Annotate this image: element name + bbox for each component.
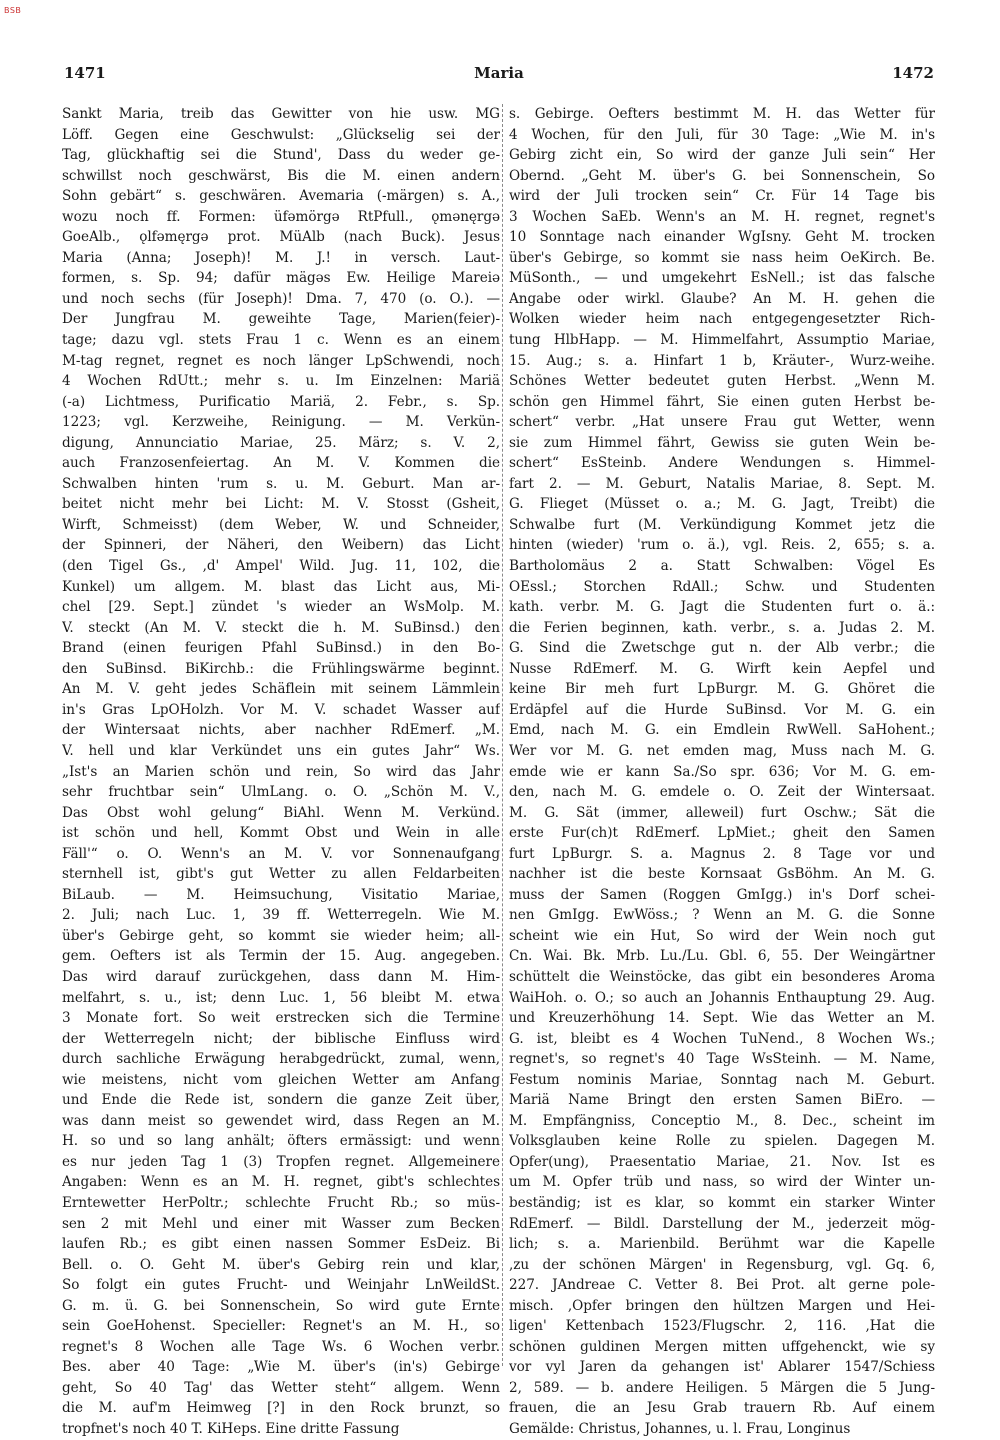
- right-column-text-line: über's Gebirge, so kommt sie nass heim OeKirch. Be.: [509, 249, 935, 266]
- left-column-text-line: Brand (einen feurigen Pfahl SuBinsd.) in den Bo-: [62, 640, 500, 657]
- left-column-text-line: und noch sechs (für Joseph)! Dma. 7, 470 (o. O.). —: [62, 290, 500, 307]
- left-column-text-line: ist schön und hell, Kommt Obst und Wein in alle: [62, 825, 500, 842]
- right-column-text-line: scheint wie ein Hut, So wird der Wein noch gut: [509, 927, 935, 944]
- left-column-text-line: Sohn gebärt“ s. geschwären. Avemaria (-märgen) s. A.,: [62, 188, 500, 205]
- right-column-text-line: regnet's, so regnet's 40 Tage WsSteinh. — M. Name,: [509, 1051, 935, 1068]
- left-column: [62, 104, 500, 1440]
- right-column-text-line: G. ist, bleibt es 4 Wochen TuNend., 8 Wochen Ws.;: [509, 1030, 935, 1047]
- right-column-text-line: Bartholomäus 2 a. Statt Schwalben: Vögel Es: [509, 558, 935, 575]
- right-column-text-line: 3 Wochen SaEb. Wenn's an M. H. regnet, regnet's: [509, 208, 935, 225]
- left-column-text-line: wozu noch ff. Formen: üfəmörgə RtPfull., ǫmənęrgə: [62, 208, 500, 225]
- right-column-text-line: Angabe oder wirkl. Glaube? An M. H. gehen die: [509, 290, 935, 307]
- left-column-text-line: Das Obst wohl gelung“ BiAhl. Wenn M. Verkünd.: [62, 804, 500, 821]
- right-column-text-line: Schwalbe furt (M. Verkündigung Kommet jetz die: [509, 516, 935, 533]
- right-column-text-line: Wer vor M. G. net emden mag, Muss nach M. G.: [509, 742, 935, 759]
- left-column-text-line: digung, Annunciatio Mariae, 25. März; s. V. 2,: [62, 434, 500, 451]
- left-column-text-line: V. hell und klar Verkündet uns ein gutes Jahr“ Ws.: [62, 742, 500, 759]
- left-column-text-line: in's Gras LpOHolzh. Vor M. V. schadet Wasser auf: [62, 701, 500, 718]
- right-column-text-line: Mariä Name Bringt den ersten Samen BiEro. —: [509, 1092, 935, 1109]
- right-column-text-line: misch. ,Opfer bringen den hültzen Margen und Hei-: [509, 1297, 935, 1314]
- right-column-text-line: Festum nominis Mariae, Sonntag nach M. Geburt.: [509, 1071, 935, 1088]
- library-stamp: BSB: [4, 6, 22, 15]
- left-column-text-line: sehr fruchtbar sein“ UlmLang. o. O. „Schön M. V.,: [62, 784, 500, 801]
- right-column-text-line: 15. Aug.; s. a. Hinfart 1 b, Kräuter-, Wurz-weihe.: [509, 352, 935, 369]
- left-column-text-line: laufen Rb.; es gibt einen nassen Sommer EsDeiz. Bi: [62, 1236, 500, 1253]
- left-column-text-line: Das wird darauf zurückgehen, dass dann M. Him-: [62, 968, 500, 985]
- right-column-text-line: Wolken wieder heim nach entgegengesetzter Rich-: [509, 311, 935, 328]
- left-column-text-line: BiLaub. — M. Heimsuchung, Visitatio Mariae,: [62, 886, 500, 903]
- left-column-text-line: G. m. ü. G. bei Sonnenschein, So wird gute Ernte: [62, 1297, 500, 1314]
- left-column-text-line: und Ende die Rede ist, sondern die ganze Zeit über,: [62, 1092, 500, 1109]
- right-column-text-line: schüttelt die Weinstöcke, das gibt ein besonderes Aroma: [509, 968, 935, 985]
- left-column-text-line: Erntewetter HerPoltr.; schlechte Frucht Rb.; so müs-: [62, 1194, 500, 1211]
- right-column: [509, 104, 935, 1440]
- left-column-text-line: auch Franzosenfeiertag. An M. V. Kommen die: [62, 455, 500, 472]
- left-column-text-line: beitet nicht mehr bei Licht: M. V. Stosst (Gsheit,: [62, 496, 500, 513]
- left-column-text-line: An M. V. geht jedes Schäflein mit seinem Lämmlein: [62, 681, 500, 698]
- left-column-text-line: GoeAlb., ǫlfəmęrgə prot. MüAlb (nach Buck). Jesus: [62, 229, 500, 246]
- right-column-text-line: G. Sind die Zwetschge gut n. der Alb verbr.; die: [509, 640, 935, 657]
- left-column-text-line: V. steckt (An M. V. steckt die h. M. SuBinsd.) den: [62, 619, 500, 636]
- right-column-text-line: Erdäpfel auf die Hurde SuBinsd. Vor M. G. ein: [509, 701, 935, 718]
- column-divider: [502, 104, 504, 1366]
- right-column-text-line: muss der Samen (Roggen GmIgg.) in's Dorf schei-: [509, 886, 935, 903]
- right-column-text-line: emde wie er kann Sa./So spr. 636; Vor M. G. em-: [509, 763, 935, 780]
- right-column-text-line: s. Gebirge. Oefters bestimmt M. H. das Wetter für: [509, 106, 935, 122]
- left-column-text-line: über's Gebirge geht, so kommt sie wieder heim; all-: [62, 927, 500, 944]
- left-column-text-line: durch sachliche Erwägung herabgedrückt, zumal, wenn,: [62, 1051, 500, 1068]
- left-column-text-line: der Wetterregeln nicht; der biblische Einfluss wird: [62, 1030, 500, 1047]
- right-column-text-line: schönen guldinen Mergen mitten uffgehenckt, wie sy: [509, 1338, 935, 1355]
- right-column-text-line: ,zu der schönen Märgen' in Regensburg, vgl. Gq. 6,: [509, 1256, 935, 1273]
- right-column-text-line: die Ferien beginnen, kath. verbr., s. a. Judas 2. M.: [509, 619, 935, 636]
- left-column-text-line: was dann meist so gewendet wird, dass Regen an M.: [62, 1112, 500, 1129]
- right-column-text-line: WaiHoh. o. O.; so auch an Johannis Enthauptung 29. Aug.: [509, 989, 935, 1006]
- right-column-text-line: erste Fur(ch)t RdEmerf. LpMiet.; gheit den Samen: [509, 825, 935, 842]
- right-column-text-line: ligen' Kettenbach 1523/Flugschr. 2, 116. ,Hat die: [509, 1318, 935, 1335]
- right-column-text-line: vor vyl Jaren da gehangen ist' Ablarer 1547/Schiess: [509, 1359, 935, 1376]
- right-column-text-line: RdEmerf. — Bildl. Darstellung der M., jederzeit mög-: [509, 1215, 935, 1232]
- left-column-text-line: die M. auf'm Heimweg [?] in den Rock brunzt, so: [62, 1400, 500, 1417]
- left-column-text-line: Der Jungfrau M. geweihte Tage, Marien(feier)-: [62, 311, 500, 328]
- left-column-text-line: (-a) Lichtmess, Purificatio Mariä, 2. Febr., s. Sp.: [62, 393, 500, 410]
- right-column-text-line: Schönes Wetter bedeutet guten Herbst. „Wenn M.: [509, 373, 935, 390]
- left-column-text-line: gem. Oefters ist als Termin der 15. Aug. angegeben.: [62, 948, 500, 965]
- left-column-text-line: Löff. Gegen eine Geschwulst: „Glückselig sei der: [62, 126, 500, 143]
- right-column-text-line: sie zum Himmel fährt, Gewiss sie guten Wein be-: [509, 434, 935, 451]
- left-column-text-line: 2. Juli; nach Luc. 1, 39 ff. Wetterregeln. Wie M.: [62, 907, 500, 924]
- left-column-text-line: sternhell ist, gibt's gut Wetter zu allen Feldarbeiten: [62, 866, 500, 883]
- running-title: Maria: [474, 64, 524, 82]
- left-column-text-line: Bes. aber 40 Tage: „Wie M. über's (in's) Gebirge: [62, 1359, 500, 1376]
- right-column-text-line: Volksglauben keine Rolle zu spielen. Dagegen M.: [509, 1133, 935, 1150]
- right-page-number: 1472: [892, 64, 934, 82]
- right-column-text-line: Cn. Wai. Bk. Mrb. Lu./Lu. Gbl. 6, 55. Der Weingärtner: [509, 948, 935, 965]
- left-column-text-line: (den Tigel Gs., ,d' Ampel' Wild. Jug. 11, 102, die: [62, 558, 500, 575]
- right-column-text-line: kath. verbr. M. G. Jagt die Studenten furt o. ä.:: [509, 599, 935, 616]
- left-column-text-line: regnet's 8 Wochen alle Tage Ws. 6 Wochen verbr.: [62, 1338, 500, 1355]
- right-column-text-line: tung HlbHapp. — M. Himmelfahrt, Assumptio Mariae,: [509, 332, 935, 349]
- left-column-text-line: wie meistens, nicht vom gleichen Wetter am Anfang: [62, 1071, 500, 1088]
- right-column-text-line: frauen, die an Jesu Grab trauern Rb. Auf einem: [509, 1400, 935, 1417]
- left-column-text-line: 4 Wochen RdUtt.; mehr s. u. Im Einzelnen: Mariä: [62, 373, 500, 390]
- left-column-text-line: tage; dazu vgl. stets Frau 1 c. Wenn es an einem: [62, 332, 500, 349]
- right-column-text-line: wird der Juli trocken sein“ Cr. Für 14 Tage bis: [509, 188, 935, 205]
- right-column-text-line: M. Empfängniss, Conceptio M., 8. Dec., scheint im: [509, 1112, 935, 1129]
- right-column-text-line: Opfer(ung), Praesentatio Mariae, 21. Nov. Ist es: [509, 1153, 935, 1170]
- right-column-text-line: Gebirg zicht ein, So wird der ganze Juli sein“ Her: [509, 147, 935, 164]
- left-column-text-line: Fäll'“ o. O. Wenn's an M. V. vor Sonnenaufgang: [62, 845, 500, 862]
- left-column-text-line: geht, So 40 Tag' das Wetter steht“ allgem. Wenn: [62, 1379, 500, 1396]
- left-column-text-line: Maria (Anna; Joseph)! M. J.! in versch. Laut-: [62, 249, 500, 266]
- left-column-text-line: der Wintersaat nichts, aber nachher RdEmerf. „M.: [62, 722, 500, 739]
- page-header: [64, 64, 934, 86]
- left-column-text-line: Wirft, Schmeisst) (dem Weber, W. und Schneider,: [62, 516, 500, 533]
- left-column-text-line: melfahrt, s. u., ist; denn Luc. 1, 56 bleibt M. etwa: [62, 989, 500, 1006]
- right-column-text-line: schön gen Himmel fährt, Sie einen guten Herbst be-: [509, 393, 935, 410]
- right-column-text-line: Nusse RdEmerf. M. G. Wirft kein Aepfel und: [509, 660, 935, 677]
- right-column-text-line: M. G. Sät (immer, alleweil) furt Oschw.; Sät die: [509, 804, 935, 821]
- left-column-text-line: sein GoeHohenst. Specieller: Regnet's an M. H., so: [62, 1318, 500, 1335]
- left-column-text-line: M-tag regnet, regnet es noch länger LpSchwendi, noch: [62, 352, 500, 369]
- right-column-text-line: schert“ verbr. „Hat unsere Frau gut Wetter, wenn: [509, 414, 935, 431]
- left-column-text-line: schwillst noch geschwärst, Bis die M. einen andern: [62, 167, 500, 184]
- right-column-text-line: um M. Opfer trüb und nass, so wird der Winter un-: [509, 1174, 935, 1191]
- right-column-text-line: hinten (wieder) 'rum o. ä.), vgl. Reis. 2, 655; s. a.: [509, 537, 935, 554]
- right-column-text-line: furt LpBurgr. S. a. Magnus 2. 8 Tage vor und: [509, 845, 935, 862]
- right-column-text-line: nachher ist die beste Kornsaat GsBöhm. An M. G.: [509, 866, 935, 883]
- left-column-text-line: „Ist's an Marien schön und rein, So wird das Jahr: [62, 763, 500, 780]
- left-column-text-line: Kunkel) um allgem. M. blast das Licht aus, Mi-: [62, 578, 500, 595]
- right-column-text-line: fart 2. — M. Geburt, Natalis Mariae, 8. Sept. M.: [509, 475, 935, 492]
- right-column-text-line: 2, 589. — b. andere Heiligen. 5 Märgen die 5 Jung-: [509, 1379, 935, 1396]
- left-column-text-line: H. so und so lang anhält; öfters ermässigt: und wenn: [62, 1133, 500, 1150]
- left-column-text-line: der Spinneri, der Näheri, den Weibern) das Licht: [62, 537, 500, 554]
- right-column-text-line: schert“ EsSteinb. Andere Wendungen s. Himmel-: [509, 455, 935, 472]
- right-column-text-line: den, nach M. G. emdele o. O. Zeit der Wintersaat.: [509, 784, 935, 801]
- right-column-text-line: 227. JAndreae C. Vetter 8. Bei Prot. alt gerne pole-: [509, 1277, 935, 1294]
- left-page-number: 1471: [64, 64, 106, 82]
- right-column-text-line: nen GmIgg. EwWöss.; ? Wenn an M. G. die Sonne: [509, 907, 935, 924]
- right-column-text-line: Gemälde: Christus, Johannes, u. l. Frau, Longinus: [509, 1421, 851, 1437]
- right-column-text-line: Obernd. „Geht M. über's G. bei Sonnenschein, So: [509, 167, 935, 184]
- left-column-text-line: Tag, glückhaftig sei die Stund', Dass du weder ge-: [62, 147, 500, 164]
- left-column-text-line: So folgt ein gutes Frucht- und Weinjahr LnWeildSt.: [62, 1277, 500, 1294]
- right-column-text-line: Emd, nach M. G. ein Emdlein RwWell. SaHohent.;: [509, 722, 935, 739]
- left-column-text-line: sen 2 mit Mehl und einer mit Wasser zum Becken: [62, 1215, 500, 1232]
- left-column-text-line: tropfnet's noch 40 T. KiHeps. Eine dritte Fassung: [62, 1421, 400, 1437]
- left-column-text-line: es nur jeden Tag 1 (3) Tropfen regnet. Allgemeinere: [62, 1153, 500, 1170]
- right-column-text-line: G. Flieget (Müsset o. a.; M. G. Jagt, Treibt) die: [509, 496, 935, 513]
- right-column-text-line: 10 Sonntage nach einander WgIsny. Geht M. trocken: [509, 229, 935, 246]
- left-column-text-line: formen, s. Sp. 94; dafür mägəs Ew. Heilige Mareiə: [62, 270, 500, 287]
- right-column-text-line: und Kreuzerhöhung 14. Sept. Wie das Wetter an M.: [509, 1010, 935, 1027]
- left-column-text-line: Schwalben hinten 'rum s. u. M. Geburt. Man ar-: [62, 475, 500, 492]
- right-column-text-line: lich; s. a. Marienbild. Berühmt war die Kapelle: [509, 1236, 935, 1253]
- left-column-text-line: 3 Monate fort. So weit erstrecken sich die Termine: [62, 1010, 500, 1027]
- right-column-text-line: MüSonth., — und umgekehrt EsNell.; ist das falsche: [509, 270, 935, 287]
- left-column-text-line: Angaben: Wenn es an M. H. regnet, gibt's schlechtes: [62, 1174, 500, 1191]
- left-column-text-line: Bell. o. O. Geht M. über's Gebirg rein und klar,: [62, 1256, 500, 1273]
- right-column-text-line: OEssl.; Storchen RdAll.; Schw. und Studenten: [509, 578, 935, 595]
- left-column-text-line: 1223; vgl. Kerzweihe, Reinigung. — M. Verkün-: [62, 414, 500, 431]
- left-column-text-line: chel [29. Sept.] zündet 's wieder an WsMolp. M.: [62, 599, 500, 616]
- right-column-text-line: beständig; ist es klar, so kommt ein starker Winter: [509, 1194, 935, 1211]
- right-column-text-line: 4 Wochen, für den Juli, für 30 Tage: „Wie M. in's: [509, 126, 935, 143]
- left-column-text-line: den SuBinsd. BiKirchb.: die Frühlingswärme beginnt.: [62, 660, 500, 677]
- left-column-text-line: Sankt Maria, treib das Gewitter von hie usw. MG: [62, 106, 500, 122]
- right-column-text-line: keine Bir meh furt LpBurgr. M. G. Ghöret die: [509, 681, 935, 698]
